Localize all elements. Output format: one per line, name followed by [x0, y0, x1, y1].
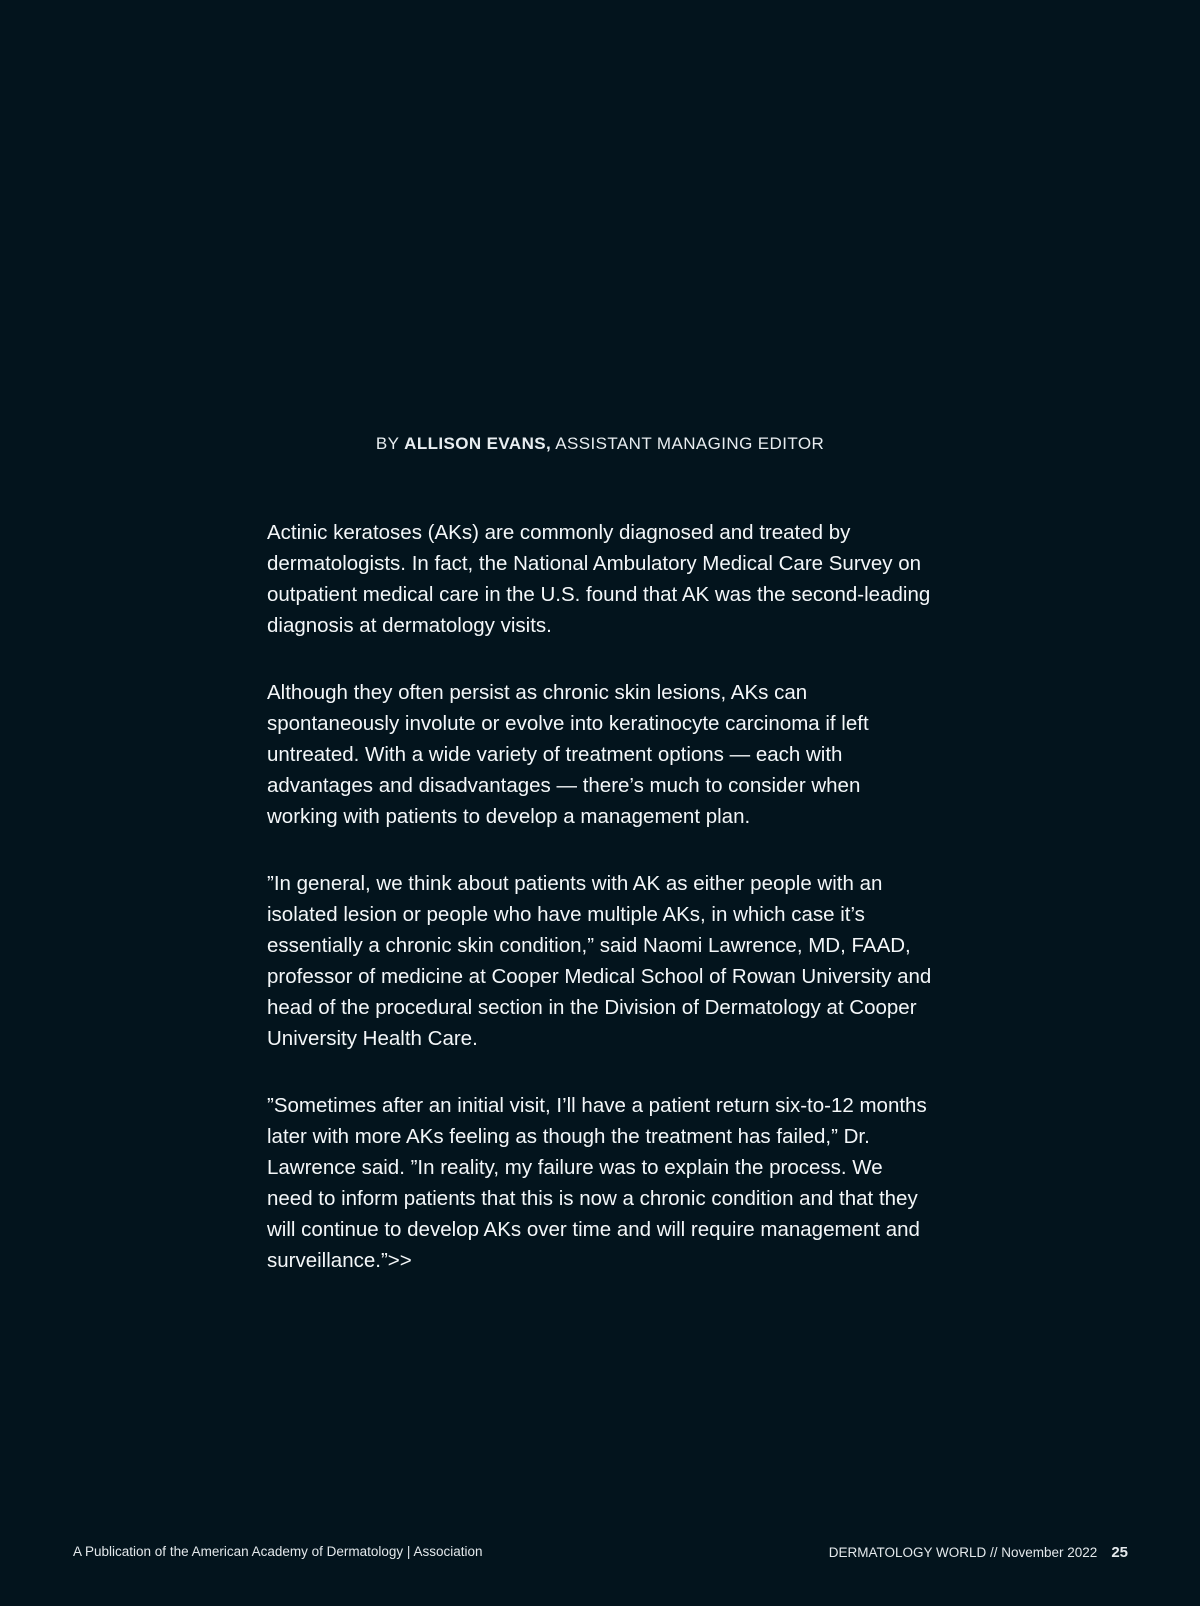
byline-author: ALLISON EVANS,: [404, 434, 552, 453]
article-body: [267, 517, 932, 1312]
article-paragraph: ”Sometimes after an initial visit, I’ll have a patient return six-to-12 months later with more AKs feeling as though the treatment has failed,” Dr. Lawrence said. ”In reality, my failure was to explain the process. We need to inform patients that this is now a chronic condition and that they will continue to develop AKs over time and will require management and surveillance.”>>: [267, 1094, 927, 1272]
article-paragraph: Although they often persist as chronic skin lesions, AKs can spontaneously involute or evolve into keratinocyte carcinoma if left untreated. With a wide variety of treatment options — each with advantages and disadvantages — there’s much to consider when working with patients to develop a management plan.: [267, 681, 869, 828]
byline-prefix: BY: [375, 434, 405, 453]
issue-info: DERMATOLOGY WORLD // November 2022: [828, 1545, 1098, 1560]
publication-credit: A Publication of the American Academy of Dermatology | Association: [73, 1544, 483, 1559]
page-number: 25: [1111, 1544, 1128, 1561]
article-paragraph: ”In general, we think about patients with AK as either people with an isolated lesion or people who have multiple AKs, in which case it’s essentially a chronic skin condition,” said Naomi Lawrence, MD, FAAD, professor of medicine at Cooper Medical School of Rowan University and head of the procedural section in the Division of Dermatology at Cooper University Health Care.: [267, 872, 932, 1050]
byline: [0, 434, 1200, 454]
byline-role: ASSISTANT MANAGING EDITOR: [551, 434, 825, 453]
page-footer: [829, 1544, 1128, 1561]
article-paragraph: Actinic keratoses (AKs) are commonly diagnosed and treated by dermatologists. In fact, the National Ambulatory Medical Care Survey on outpatient medical care in the U.S. found that AK was the second-leading diagnosis at dermatology visits.: [267, 521, 931, 637]
